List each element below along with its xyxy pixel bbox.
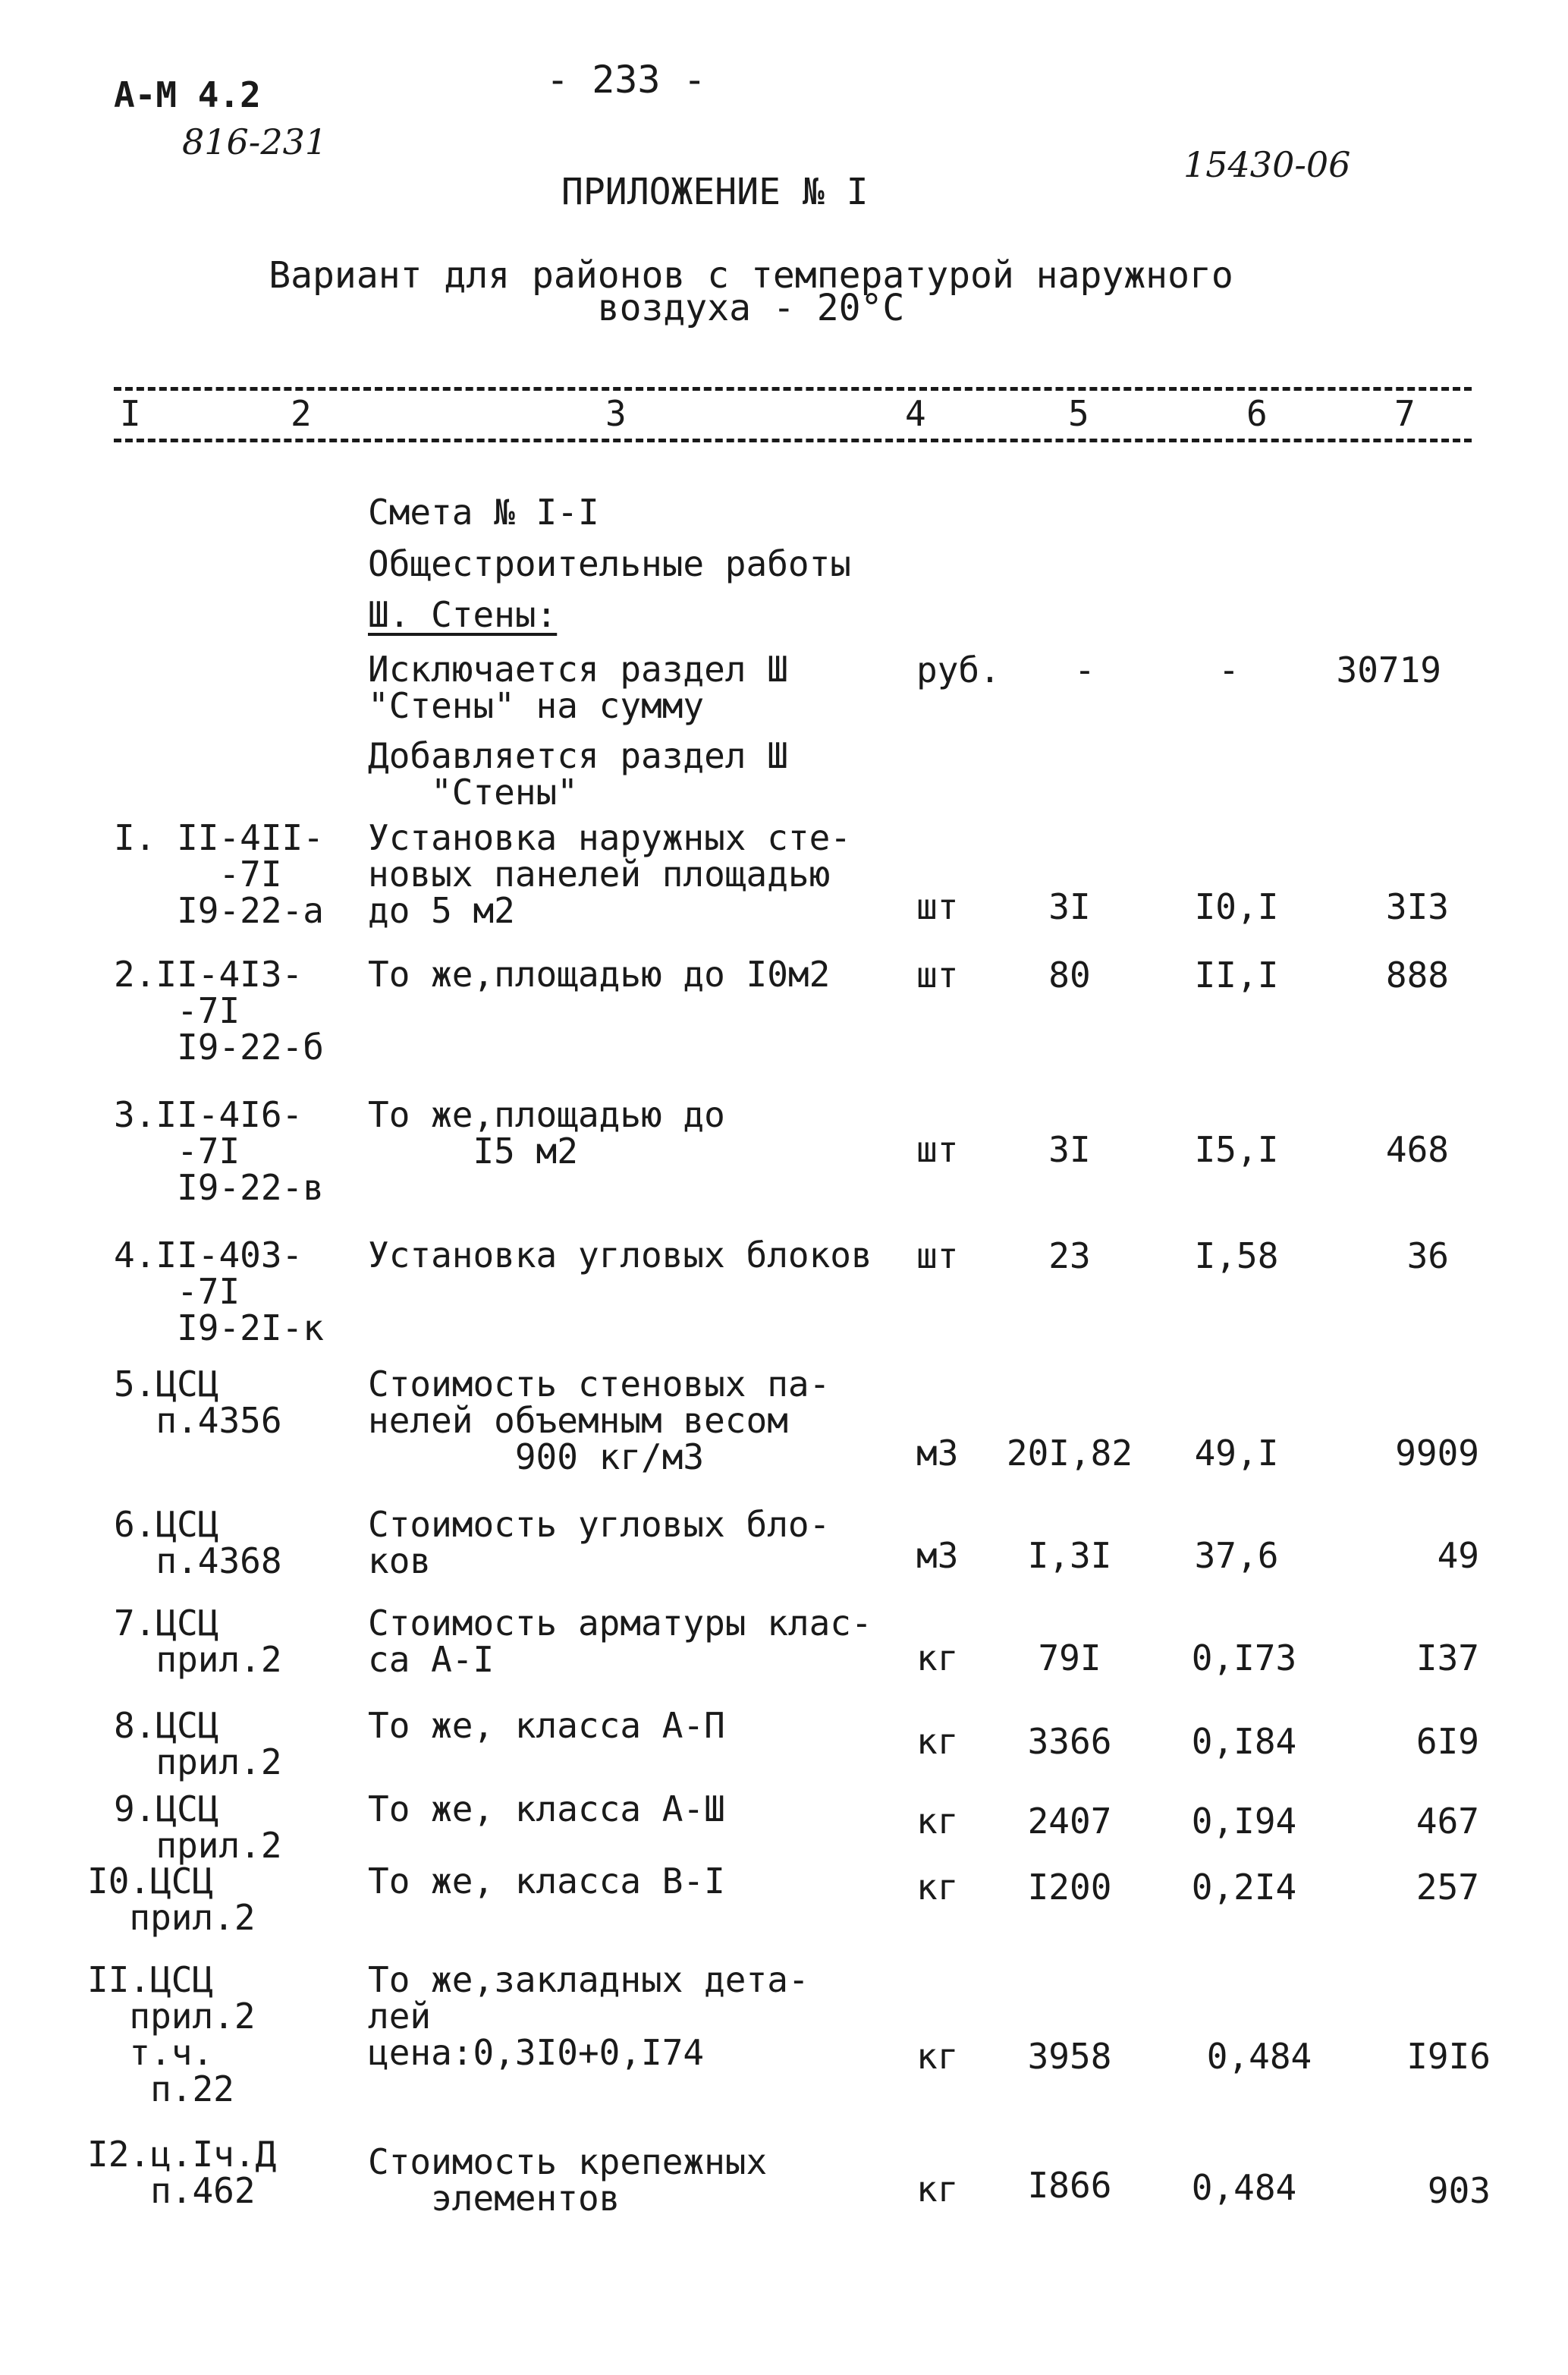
row-11-total: I9I6: [1406, 2036, 1491, 2077]
row-1-code: I. II-4II- -7I I9-22-а: [114, 817, 324, 931]
row-5-desc: Стоимость стеновых па- нелей объемным весом 900 кг/м3: [368, 1364, 831, 1477]
column-number-7: 7: [1388, 395, 1422, 433]
row-9-code: 9.ЦСЦ прил.2: [114, 1788, 282, 1866]
handwritten-left-number: 816-231: [182, 121, 328, 162]
column-number-4: 4: [899, 395, 932, 433]
column-number-2: 2: [284, 395, 318, 433]
row-8-code: 8.ЦСЦ прил.2: [114, 1705, 282, 1782]
row-7-price: 0,I73: [1191, 1637, 1297, 1678]
row-2-desc: То же,площадью до I0м2: [368, 954, 831, 995]
row-11-code: II.ЦСЦ прил.2 т.ч. п.22: [87, 1959, 256, 2109]
row-6-price: 37,6: [1194, 1535, 1279, 1576]
row-2-unit: шт: [916, 955, 959, 996]
row-12-qty: I866: [1027, 2165, 1112, 2206]
column-number-1: I: [114, 395, 147, 433]
row-3-code: 3.II-4I6- -7I I9-22-в: [114, 1094, 324, 1208]
row-10-total: 257: [1416, 1867, 1479, 1908]
row-11-unit: кг: [916, 2036, 959, 2077]
row-10-qty: I200: [1027, 1867, 1112, 1908]
row-9-qty: 2407: [1027, 1801, 1112, 1842]
row-9-unit: кг: [916, 1801, 959, 1842]
row-12-desc: Стоимость крепежных элементов: [368, 2141, 768, 2219]
column-rule-bottom: [114, 439, 1472, 442]
row-9-price: 0,I94: [1191, 1801, 1297, 1842]
excluded-total: 30719: [1336, 650, 1441, 690]
row-9-total: 467: [1416, 1801, 1479, 1842]
appendix-title: ПРИЛОЖЕНИЕ № I: [561, 171, 869, 213]
row-7-desc: Стоимость арматуры клас- са А-I: [368, 1603, 872, 1680]
row-7-unit: кг: [916, 1637, 959, 1678]
row-1-price: I0,I: [1194, 886, 1279, 927]
row-12-price: 0,484: [1191, 2167, 1297, 2208]
row-12-code: I2.ц.Iч.Д п.462: [87, 2134, 277, 2211]
row-6-total: 49: [1437, 1535, 1479, 1576]
row-8-price: 0,I84: [1191, 1721, 1297, 1762]
row-2-total: 888: [1385, 955, 1449, 996]
handwritten-right-number: 15430-06: [1183, 144, 1351, 185]
row-8-desc: То же, класса А-П: [368, 1705, 725, 1746]
section-title: Ш. Стены:: [368, 594, 558, 635]
estimate-title: Смета № I-I: [368, 492, 599, 533]
column-number-5: 5: [1062, 395, 1095, 433]
row-12-unit: кг: [916, 2169, 959, 2210]
row-3-unit: шт: [916, 1129, 959, 1170]
row-9-desc: То же, класса А-Ш: [368, 1788, 725, 1829]
row-7-qty: 79I: [1038, 1637, 1101, 1678]
excluded-price: -: [1218, 650, 1240, 690]
row-2-qty: 80: [1048, 955, 1091, 996]
row-4-price: I,58: [1194, 1235, 1279, 1276]
column-number-3: 3: [599, 395, 633, 433]
row-12-total: 903: [1427, 2170, 1491, 2211]
row-1-desc: Установка наружных сте- новых панелей площадью до 5 м2: [368, 817, 851, 931]
row-4-unit: шт: [916, 1235, 959, 1276]
row-10-unit: кг: [916, 1867, 959, 1908]
excluded-section-text: Исключается раздел Ш "Стены" на сумму: [368, 649, 788, 726]
row-4-desc: Установка угловых блоков: [368, 1235, 872, 1276]
row-10-code: I0.ЦСЦ прил.2: [87, 1861, 256, 1938]
row-1-unit: шт: [916, 886, 959, 927]
subtitle-line-1: Вариант для районов с температурой наружного: [269, 254, 1233, 297]
row-6-qty: I,3I: [1027, 1535, 1112, 1576]
row-10-price: 0,2I4: [1191, 1867, 1297, 1908]
row-11-desc: То же,закладных дета- лей цена:0,3I0+0,I74: [368, 1959, 809, 2073]
row-11-price: 0,484: [1206, 2036, 1312, 2077]
row-6-desc: Стоимость угловых бло- ков: [368, 1504, 831, 1581]
added-section-text: Добавляется раздел Ш "Стены": [368, 735, 788, 813]
row-2-code: 2.II-4I3- -7I I9-22-б: [114, 954, 324, 1068]
row-3-price: I5,I: [1194, 1129, 1279, 1170]
row-3-desc: То же,площадью до I5 м2: [368, 1094, 725, 1172]
row-3-qty: 3I: [1048, 1129, 1091, 1170]
row-5-total: 9909: [1395, 1433, 1479, 1474]
row-6-unit: м3: [916, 1535, 959, 1576]
row-4-code: 4.II-403- -7I I9-2I-к: [114, 1235, 324, 1348]
page-number: - 233 -: [546, 58, 706, 102]
row-11-qty: 3958: [1027, 2036, 1112, 2077]
column-number-6: 6: [1240, 395, 1274, 433]
row-5-unit: м3: [916, 1433, 959, 1474]
row-5-qty: 20I,82: [1006, 1433, 1133, 1474]
row-8-total: 6I9: [1416, 1721, 1479, 1762]
row-8-qty: 3366: [1027, 1721, 1112, 1762]
row-3-total: 468: [1385, 1129, 1449, 1170]
row-4-total: 36: [1406, 1235, 1449, 1276]
row-7-code: 7.ЦСЦ прил.2: [114, 1603, 282, 1680]
subtitle-line-2: воздуха - 20°С: [597, 287, 905, 329]
row-4-qty: 23: [1048, 1235, 1091, 1276]
row-1-qty: 3I: [1048, 886, 1091, 927]
row-8-unit: кг: [916, 1721, 959, 1762]
work-type: Общестроительные работы: [368, 543, 851, 584]
row-10-desc: То же, класса В-I: [368, 1861, 725, 1902]
row-2-price: II,I: [1194, 955, 1279, 996]
row-6-code: 6.ЦСЦ п.4368: [114, 1504, 282, 1581]
excluded-unit: руб.: [916, 650, 1001, 690]
column-rule-top: [114, 387, 1472, 391]
row-1-total: 3I3: [1385, 886, 1449, 927]
row-5-code: 5.ЦСЦ п.4356: [114, 1364, 282, 1441]
row-5-price: 49,I: [1194, 1433, 1279, 1474]
excluded-qty: -: [1074, 650, 1095, 690]
row-7-total: I37: [1416, 1637, 1479, 1678]
document-code: А-М 4.2: [114, 74, 261, 115]
